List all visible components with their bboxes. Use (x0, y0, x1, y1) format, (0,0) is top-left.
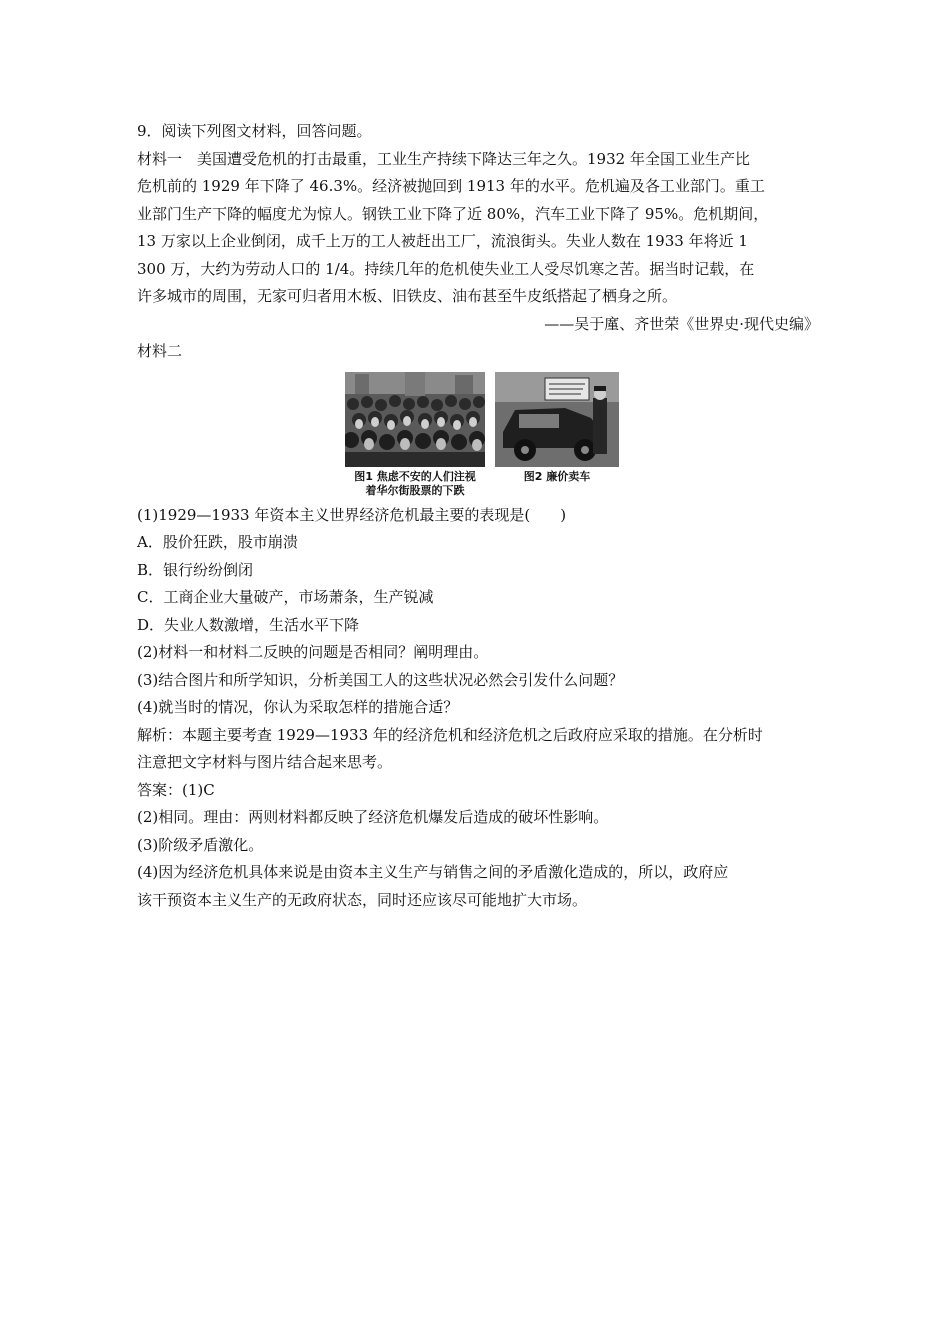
analysis-line: 注意把文字材料与图片结合起来思考。 (137, 753, 393, 771)
figure-2 (495, 372, 619, 498)
option-d: D．失业人数激增，生活水平下降 (137, 615, 360, 634)
material-one-line: 业部门生产下降的幅度尤为惊人。钢铁工业下降了近 80%，汽车工业下降了 95%。危机期间， (137, 204, 769, 223)
material-one-line: 许多城市的周围，无家可归者用木板、旧铁皮、油布甚至牛皮纸搭起了栖身之所。 (137, 287, 678, 305)
material-two-label: 材料二 (137, 342, 183, 360)
answer-1: 答案：(1)C (137, 780, 215, 799)
material-one-line: 13 万家以上企业倒闭，成千上万的工人被赶出工厂，流浪街头。失业人数在 1933 年将近 1 (137, 232, 748, 250)
figure-2-caption-line: 图2 廉价卖车 (523, 469, 591, 483)
option-c: C．工商企业大量破产，市场萧条，生产锐减 (137, 588, 434, 606)
material-one-line: 危机前的 1929 年下降了 46.3%。经济被抛回到 1913 年的水平。危机遍及各工业部门。重工 (137, 177, 765, 195)
sub-question-3: (3)结合图片和所学知识，分析美国工人的这些状况必然会引发什么问题？ (137, 670, 624, 689)
figure-2-caption (524, 470, 590, 484)
material-two-figures (137, 372, 827, 498)
figure-1-caption-line: 着华尔街股票的下跌 (365, 483, 465, 497)
sub-question-2: (2)材料一和材料二反映的问题是否相同？阐明理由。 (137, 643, 489, 661)
option-a: A．股价狂跌，股市崩溃 (137, 533, 298, 551)
sub-question-4: (4)就当时的情况，你认为采取怎样的措施合适？ (137, 698, 459, 716)
option-b: B．银行纷纷倒闭 (137, 560, 254, 579)
material-one-line: 材料一 美国遭受危机的打击最重，工业生产持续下降达三年之久。1932 年全国工业生产比 (137, 149, 750, 168)
figure-1-caption-line: 图1 焦虑不安的人们注视 (354, 469, 476, 483)
material-one-line: 300 万，大约为劳动人口的 1/4。持续几年的危机使失业工人受尽饥寒之苦。据当时记载，在 (137, 259, 755, 278)
answer-2: (2)相同。理由：两则材料都反映了经济危机爆发后造成的破坏性影响。 (137, 808, 609, 826)
material-one (137, 146, 827, 339)
material-one-source: ——吴于廑、齐世荣《世界史·现代史编》 (544, 314, 819, 333)
sub-question-1: (1)1929—1933 年资本主义世界经济危机最主要的表现是( ) (137, 505, 567, 524)
figure-1 (345, 372, 485, 498)
car-sale-photo (495, 372, 619, 467)
question-content (137, 118, 827, 914)
answer-4-line: 该干预资本主义生产的无政府状态，同时还应该尽可能地扩大市场。 (137, 890, 588, 909)
figure-1-caption (354, 470, 475, 498)
answer-4-line: (4)因为经济危机具体来说是由资本主义生产与销售之间的矛盾激化造成的，所以，政府应 (137, 863, 729, 881)
answer-3: (3)阶级矛盾激化。 (137, 835, 264, 854)
crowd-photo (345, 372, 485, 467)
analysis-line: 解析：本题主要考查 1929—1933 年的经济危机和经济危机之后政府应采取的措施。在分析时 (137, 725, 763, 744)
question-title: 9．阅读下列图文材料，回答问题。 (137, 122, 372, 140)
